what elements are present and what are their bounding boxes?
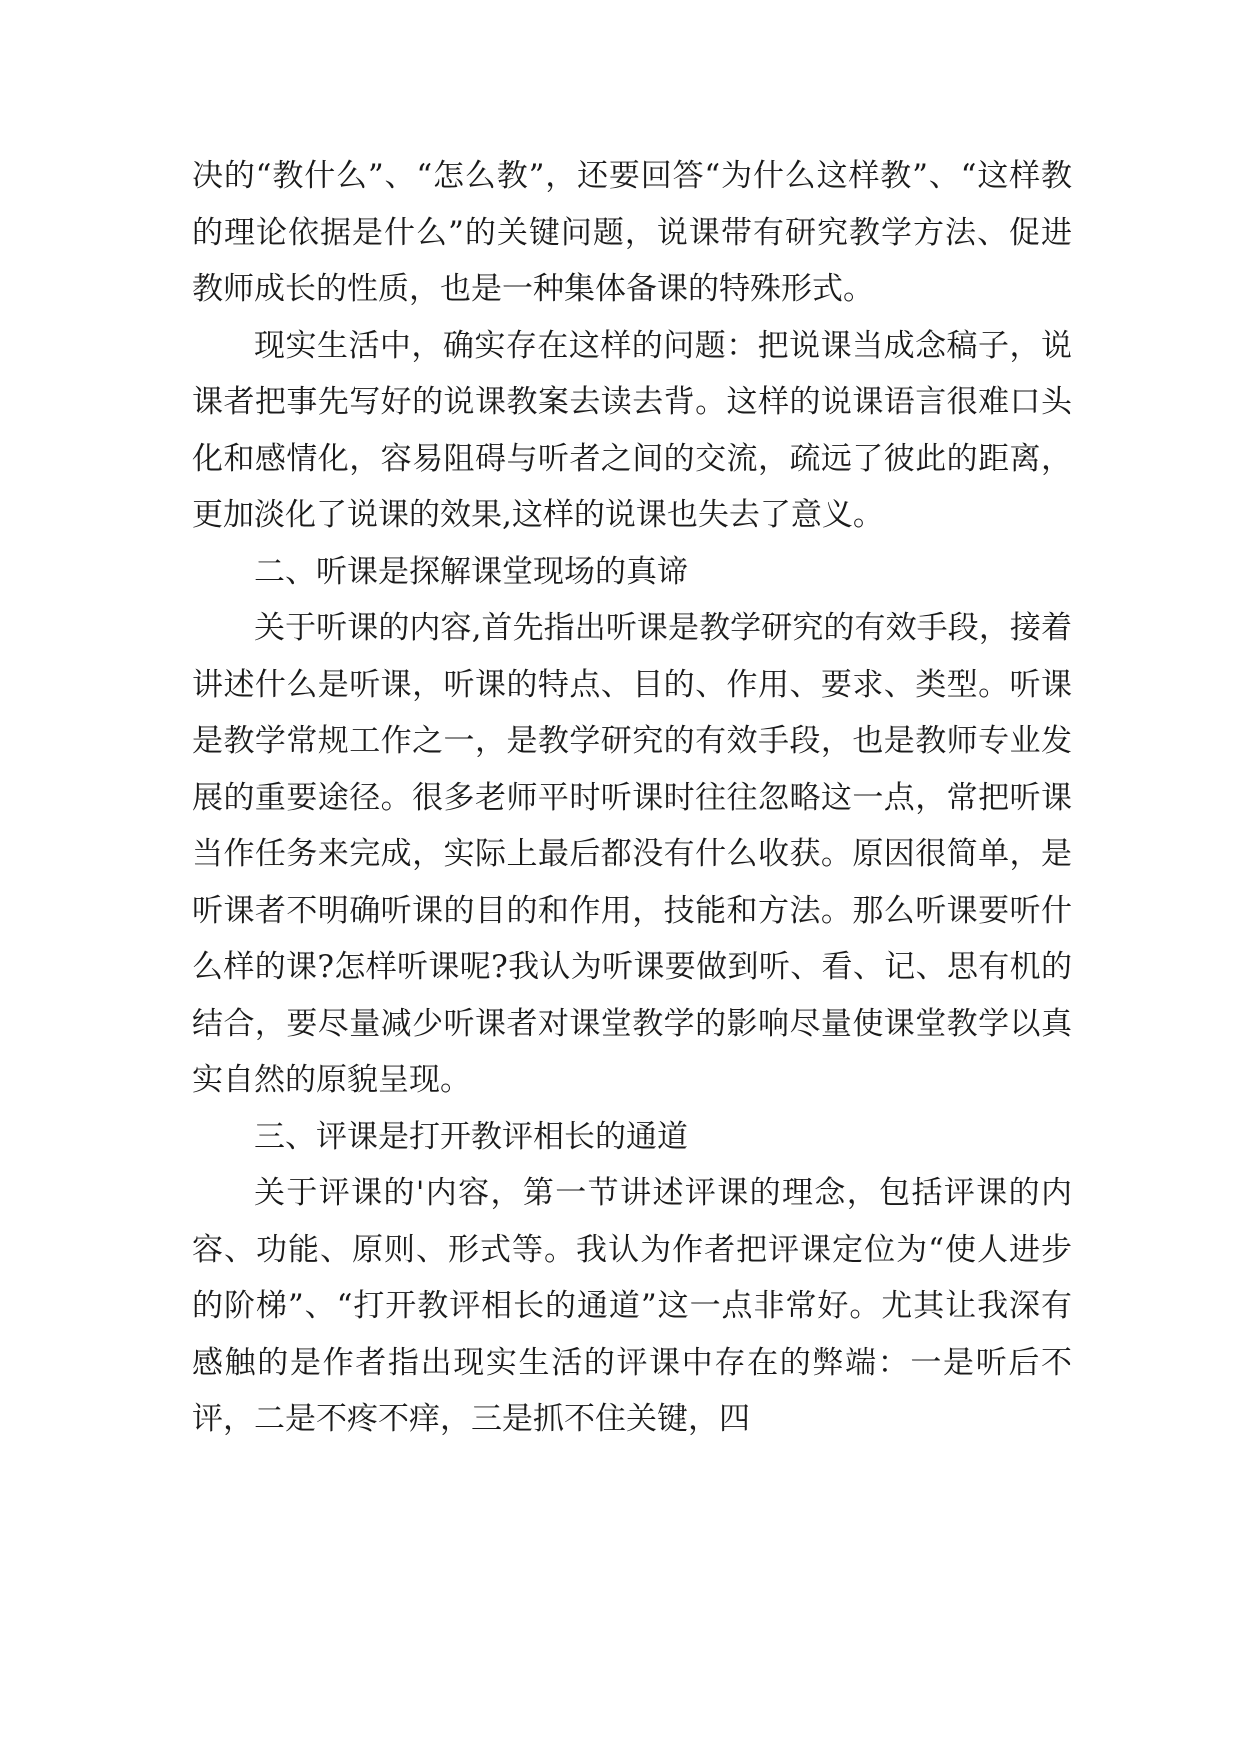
section-heading-evaluation: 三、评课是打开教评相长的通道 — [254, 1118, 688, 1155]
section-heading-listening: 二、听课是探解课堂现场的真谛 — [254, 553, 688, 590]
document-page — [192, 148, 1072, 1448]
paragraph-continuation: 决的“教什么”、“怎么教”，还要回答“为什么这样教”、“这样教的理论依据是什么”的关键问题，说课带有研究教学方法、促进教师成长的性质，也是一种集体备课的特殊形式。 — [192, 158, 1072, 307]
paragraph-evaluation: 关于评课的'内容，第一节讲述评课的理念，包括评课的内容、功能、原则、形式等。我认为作者把评课定位为“使人进步的阶梯”、“打开教评相长的通道”这一点非常好。尤其让我深有感触的是作者指出现实生活的评课中存在的弊端：一是听后不评，二是不疼不痒，三是抓不住关键，四 — [192, 1175, 1072, 1437]
paragraph-lecture-problems: 现实生活中，确实存在这样的问题：把说课当成念稿子，说课者把事先写好的说课教案去读去背。这样的说课语言很难口头化和感情化，容易阻碍与听者之间的交流，疏远了彼此的距离，更加淡化了说课的效果,这样的说课也失去了意义。 — [192, 327, 1072, 533]
paragraph-listening: 关于听课的内容,首先指出听课是教学研究的有效手段，接着讲述什么是听课，听课的特点、目的、作用、要求、类型。听课是教学常规工作之一，是教学研究的有效手段，也是教师专业发展的重要途径。很多老师平时听课时往往忽略这一点，常把听课当作任务来完成，实际上最后都没有什么收获。原因很简单，是听课者不明确听课的目的和作用，技能和方法。那么听课要听什么样的课?怎样听课呢?我认为听课要做到听、看、记、思有机的结合，要尽量减少听课者对课堂教学的影响尽量使课堂教学以真实自然的原貌呈现。 — [192, 610, 1072, 1098]
